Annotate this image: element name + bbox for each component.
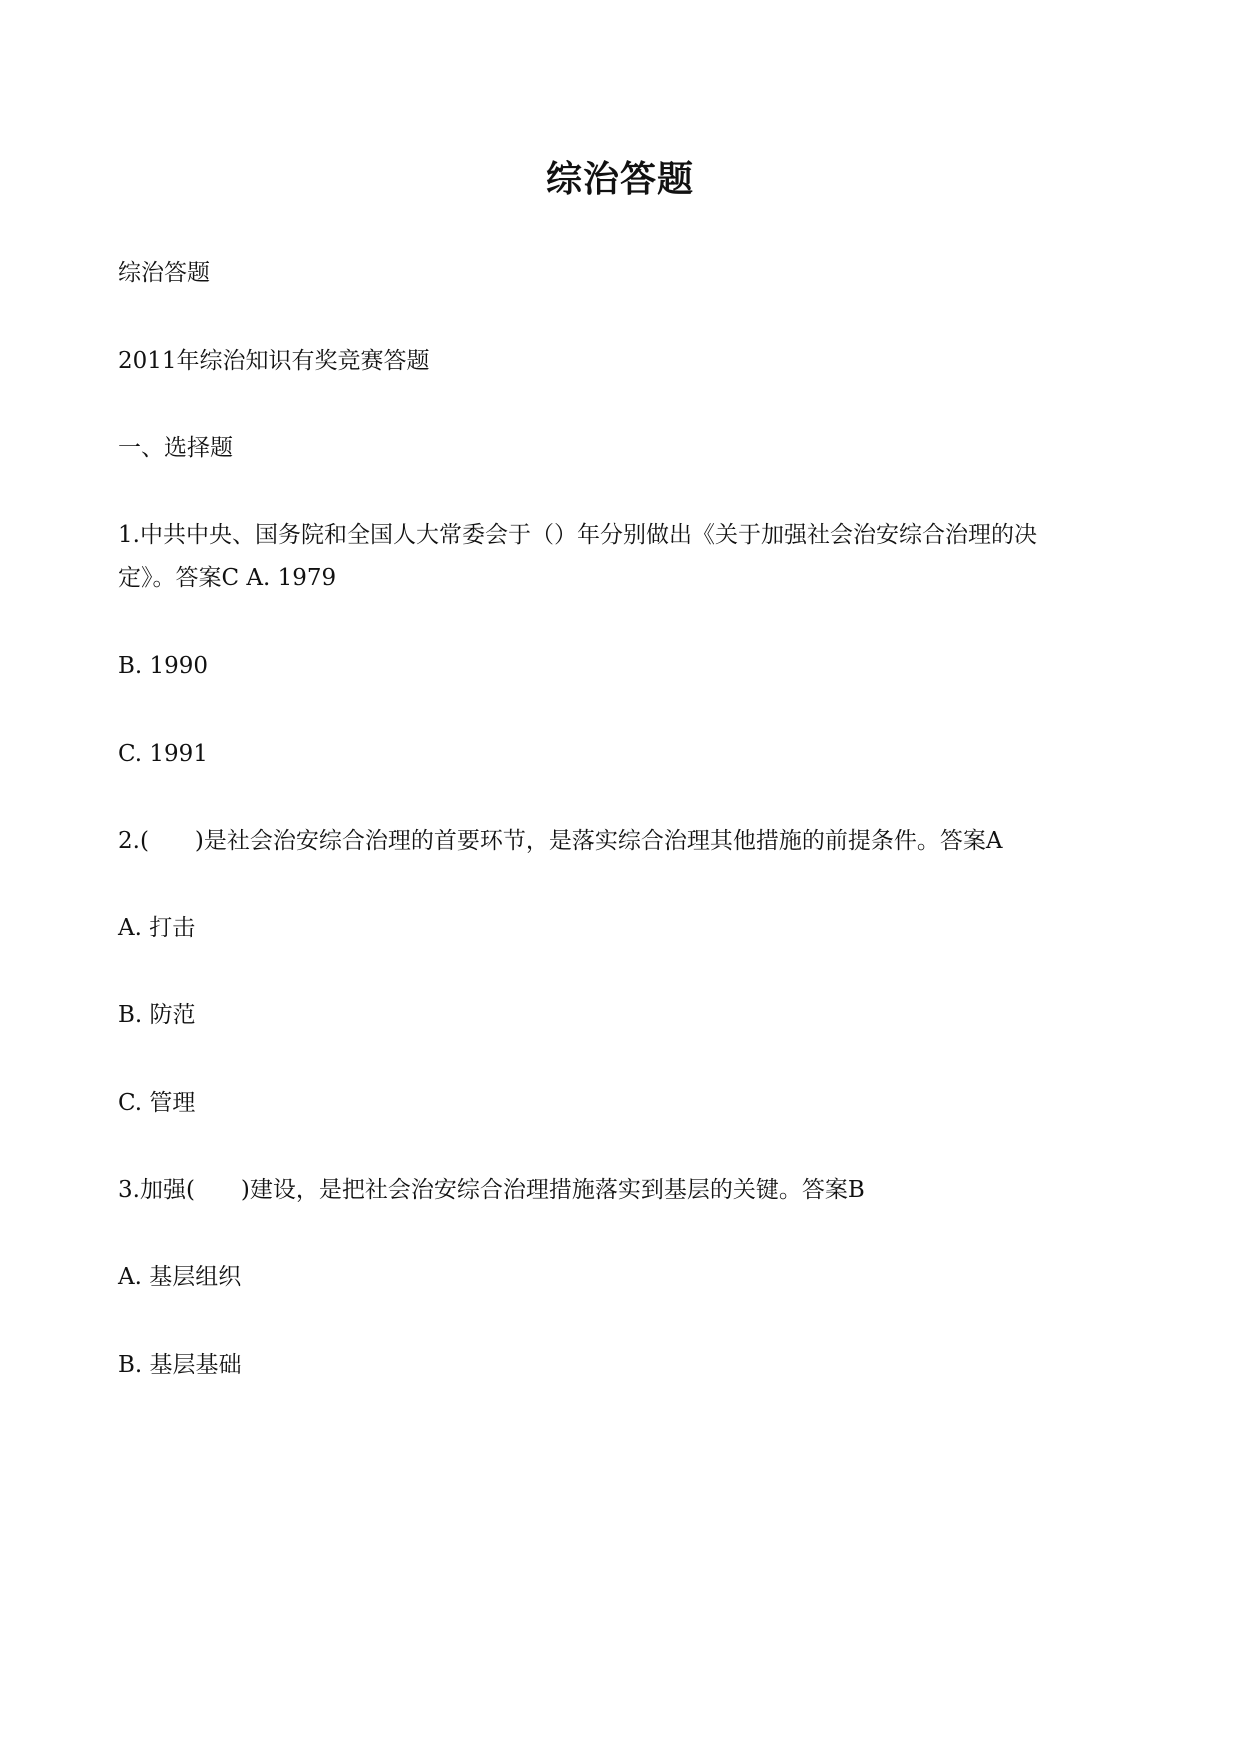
document-subtitle: 综治答题 xyxy=(118,260,210,286)
question-2-option-a: A. 打击 xyxy=(118,915,196,941)
contest-heading: 2011年综治知识有奖竞赛答题 xyxy=(118,348,430,374)
question-2-option-c: C. 管理 xyxy=(118,1090,196,1116)
question-3-stem: 3.加强( )建设，是把社会治安综合治理措施落实到基层的关键。答案B xyxy=(118,1177,865,1203)
question-2-option-b: B. 防范 xyxy=(118,1002,196,1028)
question-3-option-b: B. 基层基础 xyxy=(118,1352,242,1378)
question-3-option-a: A. 基层组织 xyxy=(118,1264,242,1290)
question-1-stem-line-1: 1.中共中央、国务院和全国人大常委会于（）年分别做出《关于加强社会治安综合治理的决 xyxy=(118,522,1037,548)
section-heading: 一、选择题 xyxy=(118,435,233,461)
question-1-stem-line-2: 定》。答案C A. 1979 xyxy=(118,565,337,591)
question-2-stem: 2.( )是社会治安综合治理的首要环节，是落实综合治理其他措施的前提条件。答案A xyxy=(118,828,1003,854)
document-title: 综治答题 xyxy=(545,159,694,200)
question-1-option-b: B. 1990 xyxy=(118,653,209,679)
question-1-option-c: C. 1991 xyxy=(118,741,208,767)
